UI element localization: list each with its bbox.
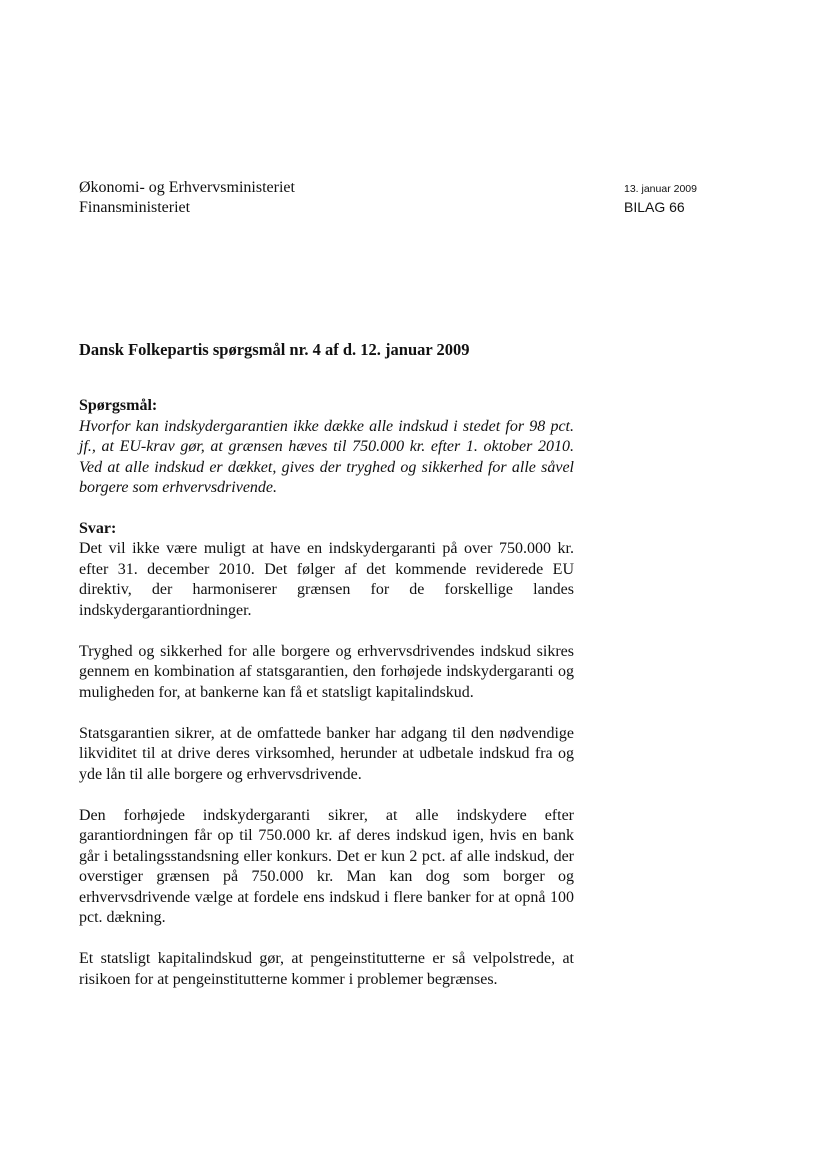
document-title: Dansk Folkepartis spørgsmål nr. 4 af d. 12. januar 2009 [79, 340, 470, 359]
answer-paragraph: Statsgarantien sikrer, at de omfattede banker har adgang til den nødvendige likviditet til at drive deres virksomhed, herunder at udbetale indskud fra og yde lån til alle borgere og erhvervsdrivende. [79, 724, 574, 783]
sender-block [79, 178, 295, 218]
question-text: Hvorfor kan indskydergarantien ikke dække alle indskud i stedet for 98 pct. jf., at EU-krav gør, at grænsen hæves til 750.000 kr. efter 1. oktober 2010. Ved at alle indskud er dækket, gives der tryghed og sikkerhed for alle såvel borgere som erhvervsdrivende. [79, 417, 574, 496]
question-heading: Spørgsmål: [79, 397, 158, 414]
answer-paragraph: Den forhøjede indskydergaranti sikrer, at alle indskydere efter garantiordningen får op til 750.000 kr. af deres indskud igen, hvis en bank går i betalingsstandsning eller konkurs. Det er kun 2 pct. af alle indskud, der overstiger grænsen på 750.000 kr. Man kan dog som borger og erhvervsdrivende vælge at fordele ens indskud i flere banker for at opnå 100 pct. dækning. [79, 806, 574, 926]
answer-heading: Svar: [79, 519, 117, 537]
bilag-number: BILAG 66 [624, 199, 685, 215]
document-date: 13. januar 2009 [624, 183, 697, 195]
document-body [79, 396, 574, 990]
answer-paragraph: Et statsligt kapitalindskud gør, at pengeinstitutterne er så velpolstrede, at risikoen for at pengeinstitutterne kommer i problemer begrænses. [79, 950, 574, 988]
document-meta [624, 182, 697, 218]
answer-paragraph: Tryghed og sikkerhed for alle borgere og erhvervsdrivendes indskud sikres gennem en kombination af statsgarantien, den forhøjede indskydergaranti og muligheden for, at bankerne kan få et statsligt kapitalindskud. [79, 642, 574, 701]
sender-ministry-1: Økonomi- og Erhvervsministeriet [79, 179, 295, 196]
answer-paragraph: Det vil ikke være muligt at have en indskydergaranti på over 750.000 kr. efter 31. december 2010. Det følger af det kommende reviderede EU direktiv, der harmoniserer grænsen for de forskellige landes indskydergarantiordninger. [79, 540, 574, 619]
sender-ministry-2: Finansministeriet [79, 199, 191, 216]
